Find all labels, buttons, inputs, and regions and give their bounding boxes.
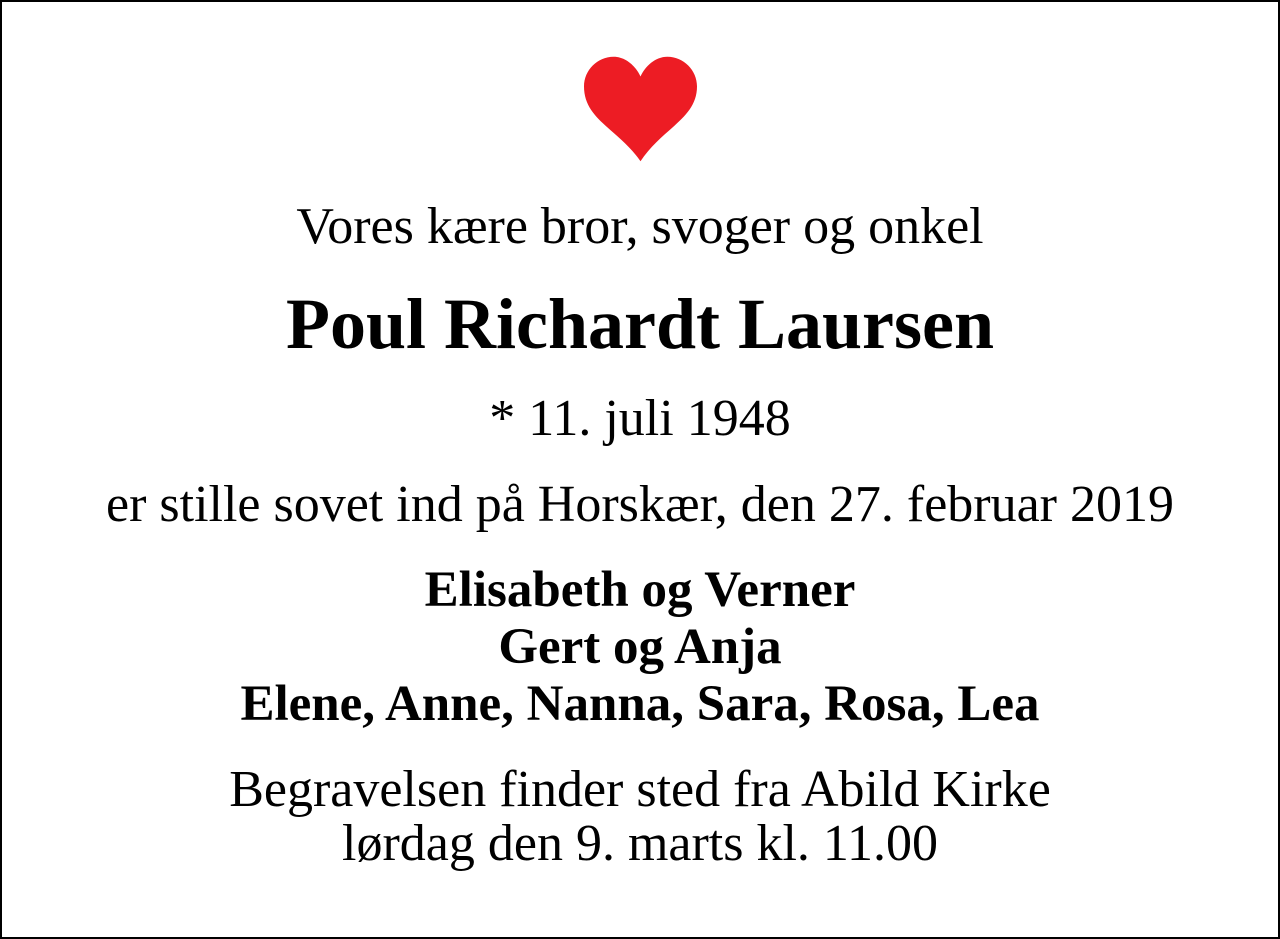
heart-icon	[584, 56, 697, 162]
relation-line: Vores kære bror, svoger og onkel	[296, 198, 984, 255]
family-line: Elene, Anne, Nanna, Sara, Rosa, Lea	[240, 676, 1040, 732]
birth-date-line: * 11. juli 1948	[489, 390, 791, 447]
family-line: Elisabeth og Verner	[424, 562, 856, 618]
funeral-time-line: lørdag den 9. marts kl. 11.00	[342, 815, 938, 872]
family-names-block	[240, 562, 1039, 733]
heart-shape	[584, 57, 697, 162]
death-date-line: er stille sovet ind på Horskær, den 27. februar 2019	[105, 476, 1174, 533]
funeral-info-block	[229, 763, 1051, 871]
deceased-name: Poul Richardt Laursen	[285, 284, 995, 364]
family-line: Gert og Anja	[498, 619, 782, 675]
funeral-place-line: Begravelsen finder sted fra Abild Kirke	[229, 761, 1051, 818]
